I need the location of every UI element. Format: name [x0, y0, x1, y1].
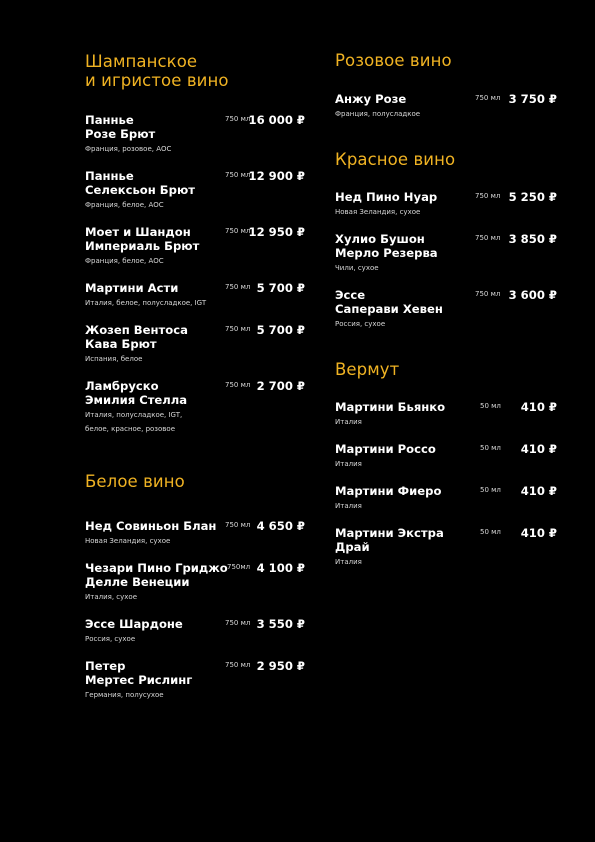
menu-item [335, 442, 557, 471]
section-title: Розовое вино [335, 51, 452, 70]
item-price: 3 550 ₽ [256, 617, 305, 631]
item-price: 410 ₽ [520, 484, 557, 498]
menu-item [85, 561, 305, 604]
item-description [335, 317, 557, 331]
item-price: 12 950 ₽ [248, 225, 305, 239]
item-description-line: Италия [335, 502, 362, 510]
item-name-line: Эмилия Стелла [85, 393, 188, 407]
item-name-line: Моет и Шандон [85, 225, 191, 239]
item-volume: 750 мл [225, 381, 251, 389]
item-name [335, 92, 485, 106]
menu-item [85, 169, 305, 212]
item-name-line: Эссе Шардоне [85, 617, 183, 631]
item-name-line: Петер [85, 659, 126, 673]
item-name [335, 400, 485, 414]
item-description-line: Новая Зеландия, сухое [85, 537, 171, 545]
item-description [85, 296, 305, 310]
item-name [335, 442, 485, 456]
item-name-line: Жозеп Вентоса [85, 323, 188, 337]
item-volume: 750 мл [225, 227, 251, 235]
menu-item [85, 281, 305, 310]
item-price: 5 700 ₽ [256, 323, 305, 337]
item-description-line: Италия [335, 418, 362, 426]
item-volume: 750 мл [225, 115, 251, 123]
item-name-line: Анжу Розе [335, 92, 407, 106]
item-name-line: Саперави Хевен [335, 302, 443, 316]
menu-item [335, 484, 557, 513]
item-name-line: Империаль Брют [85, 239, 200, 253]
item-description [335, 205, 557, 219]
item-description [335, 499, 557, 513]
item-price: 4 100 ₽ [256, 561, 305, 575]
item-name-line: Селексьон Брют [85, 183, 195, 197]
section-vermouth [335, 360, 557, 379]
menu-item [335, 288, 557, 331]
item-description [85, 632, 305, 646]
section-title-line: и игристое вино [85, 71, 229, 90]
item-description-line: Россия, сухое [85, 635, 136, 643]
item-description-line: Чили, сухое [335, 264, 379, 272]
item-name [85, 225, 235, 253]
item-name-line: Нед Пино Нуар [335, 190, 438, 204]
item-description-line: Франция, белое, АОС [85, 257, 164, 265]
item-price: 3 600 ₽ [508, 288, 557, 302]
item-volume: 750 мл [225, 283, 251, 291]
item-name [85, 561, 235, 589]
item-volume: 50 мл [480, 402, 501, 410]
menu-item [85, 225, 305, 268]
item-price: 5 700 ₽ [256, 281, 305, 295]
item-name-line: Мартини Россо [335, 442, 436, 456]
section-title: Белое вино [85, 472, 185, 491]
item-description [85, 352, 305, 366]
item-name [85, 113, 235, 141]
menu-item [335, 232, 557, 275]
item-name-line: Чезари Пино Гриджо [85, 561, 228, 575]
item-description-line: Италия, белое, полусладкое, IGT [85, 299, 207, 307]
item-price: 410 ₽ [520, 442, 557, 456]
item-description [335, 107, 557, 121]
item-price: 2 950 ₽ [256, 659, 305, 673]
item-volume: 750 мл [225, 619, 251, 627]
item-description-line: Италия [335, 460, 362, 468]
menu-item [85, 379, 305, 436]
item-name [335, 288, 485, 316]
section-rose [335, 51, 557, 70]
item-name-line: Драй [335, 540, 370, 554]
menu-item [85, 659, 305, 702]
item-description-line: Франция, белое, АОС [85, 201, 164, 209]
item-description [85, 688, 305, 702]
section-title: Красное вино [335, 150, 456, 169]
item-description [85, 198, 305, 212]
item-name-line: Нед Совиньон Блан [85, 519, 217, 533]
item-name [335, 484, 485, 498]
item-name-line: Кава Брют [85, 337, 157, 351]
item-name-line: Панньe [85, 113, 134, 127]
item-name-line: Мартини Фиеро [335, 484, 442, 498]
item-name-line: Мартини Экстра [335, 526, 444, 540]
item-name-line: Эссе [335, 288, 366, 302]
item-name-line: Панньe [85, 169, 134, 183]
item-price: 2 700 ₽ [256, 379, 305, 393]
item-name [335, 190, 485, 204]
section-sparkling [85, 52, 305, 90]
menu-item [335, 92, 557, 121]
menu-item [85, 113, 305, 156]
item-description-line: Франция, полусладкое [335, 110, 421, 118]
item-volume: 750 мл [225, 521, 251, 529]
item-description [85, 254, 305, 268]
item-volume: 750 мл [475, 192, 501, 200]
section-title: Вермут [335, 360, 400, 379]
item-description [85, 534, 305, 548]
item-name [85, 379, 235, 407]
menu-item [85, 519, 305, 548]
item-name-line: Розе Брют [85, 127, 156, 141]
item-description-line: Новая Зеландия, сухое [335, 208, 421, 216]
item-description [335, 555, 557, 569]
item-name [335, 526, 485, 554]
item-description [85, 142, 305, 156]
item-volume: 750 мл [225, 171, 251, 179]
item-price: 5 250 ₽ [508, 190, 557, 204]
menu-item [335, 400, 557, 429]
item-description-line: Испания, белое [85, 355, 143, 363]
item-description-line: Франция, розовое, АОС [85, 145, 172, 153]
menu-item [85, 617, 305, 646]
item-description-line: Италия [335, 558, 362, 566]
menu-item [335, 526, 557, 569]
menu-item [85, 323, 305, 366]
item-name [85, 659, 235, 687]
section-red [335, 150, 557, 169]
item-name [85, 281, 235, 295]
item-name [85, 519, 235, 533]
item-volume: 50 мл [480, 528, 501, 536]
item-description [85, 408, 305, 436]
item-description-line: белое, красное, розовое [85, 425, 176, 433]
item-name-line: Хулио Бушон [335, 232, 425, 246]
item-name [85, 617, 235, 631]
item-name [85, 323, 235, 351]
section-white [85, 472, 305, 491]
item-volume: 750 мл [475, 234, 501, 242]
item-name-line: Мартини Бьянко [335, 400, 446, 414]
item-volume: 750 мл [475, 94, 501, 102]
item-volume: 750 мл [225, 325, 251, 333]
item-name-line: Ламбруско [85, 379, 159, 393]
item-volume: 750 мл [475, 290, 501, 298]
item-price: 410 ₽ [520, 400, 557, 414]
item-name-line: Делле Венеции [85, 575, 190, 589]
section-title [85, 52, 305, 90]
item-volume: 750 мл [225, 661, 251, 669]
item-name [85, 169, 235, 197]
item-description-line: Германия, полусухое [85, 691, 164, 699]
item-name-line: Мерло Резерва [335, 246, 438, 260]
item-price: 3 750 ₽ [508, 92, 557, 106]
item-description [335, 415, 557, 429]
item-description [85, 590, 305, 604]
item-price: 16 000 ₽ [248, 113, 305, 127]
item-price: 4 650 ₽ [256, 519, 305, 533]
item-price: 410 ₽ [520, 526, 557, 540]
item-price: 12 900 ₽ [248, 169, 305, 183]
item-name [335, 232, 485, 260]
item-description [335, 457, 557, 471]
item-volume: 50 мл [480, 444, 501, 452]
item-description-line: Россия, сухое [335, 320, 386, 328]
item-price: 3 850 ₽ [508, 232, 557, 246]
item-volume: 50 мл [480, 486, 501, 494]
menu-item [335, 190, 557, 219]
item-volume: 750мл [227, 563, 251, 571]
item-name-line: Мартини Асти [85, 281, 179, 295]
item-name-line: Мертес Рислинг [85, 673, 193, 687]
item-description [335, 261, 557, 275]
item-description-line: Италия, сухое [85, 593, 138, 601]
item-description-line: Италия, полусладкое, IGT, [85, 411, 183, 419]
section-title-line: Шампанское [85, 52, 198, 71]
